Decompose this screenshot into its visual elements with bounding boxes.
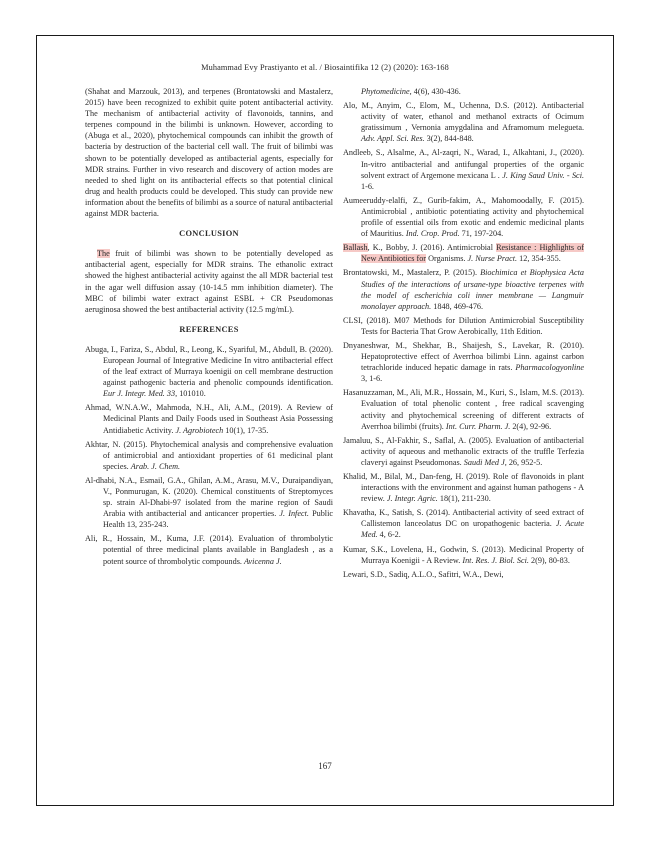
- reference-text: 12, 354-355.: [517, 254, 561, 264]
- reference-text: Khalid, M., Bilal, M., Dan-feng, H. (2019). Role of flavonoids in plant interactions with the environment and against human pathogens - A review.: [343, 472, 584, 504]
- references-heading: REFERENCES: [179, 324, 239, 334]
- reference-journal: J. Infect.: [279, 509, 309, 519]
- reference-journal: Adv. Appl. Sci. Res.: [361, 134, 425, 144]
- reference-text: 26, 952-5.: [506, 457, 543, 467]
- reference-text: 3(2), 844-848.: [424, 134, 474, 144]
- reference-text: Hasanuzzaman, M., Ali, M.R., Hossain, M., Kuri, S., Islam, M.S. (2013). Evaluation of total phenolic content , free radical scavenging activity and phytochemical screening of different extracts of Averrhoa bilimbi (fruits).: [343, 388, 584, 431]
- reference-entry: [85, 475, 333, 530]
- reference-journal: Eur J. Integr. Med. 33: [103, 389, 176, 399]
- reference-text: Kumar, S.K., Lovelena, H., Godwin, S. (2013). Medicinal Property of Murraya Koenigii - A Review.: [343, 544, 584, 565]
- reference-journal: J. Acute Med.: [361, 519, 585, 540]
- reference-journal: Phytomedicine,: [361, 87, 412, 96]
- body-paragraph: (Shahat and Marzouk, 2013), and terpenes (Brontatowski and Mastalerz, 2015) have been recognized to exhibit quite potent antibacterial activity. The mechanism of antibacterial activity of flavonoids, tannins, and terpenes compound in the bilimbi is unknown. However, according to (Abuga et al., 2020), phytochemical compounds can inhibit the growth of bacteria by destruction of the bacterial cell wall. The fruit of bilimbi was shown to be potentially developed as antibacterial agents, especially for MDR strains. Further in vivo research and discovery of action modes are needed to shed light on its antibacterial effects so that potential clinical drug and health products could be developed. This study can provide new information about the benefits of bilimbi as a source of natural antibacterial against MDR bacteria.: [85, 87, 333, 219]
- reference-journal: Ind. Crop. Prod.: [405, 229, 460, 239]
- reference-text: Jamaluu, S., Al-Fakhir, S., Saflal, A. (2005). Evaluation of antibacterial activity of aqueous and methanolic extracts of the truffle Terfezia claveryi against Pseudomonas.: [343, 435, 584, 467]
- references-list-right: [343, 86, 584, 580]
- reference-entry: [343, 507, 584, 540]
- reference-entry: [343, 340, 584, 384]
- left-column: [85, 86, 333, 570]
- reference-journal: Avicenna J.: [243, 556, 282, 566]
- reference-text: , K., Bobby, J. (2016). Antimicrobial: [367, 243, 497, 253]
- reference-text: Alo, M., Anyim, C., Elom, M., Uchenna, D.S. (2012). Antibacterial activity of water, ethanol and methanol extracts of Ocimum gratissimum , Vernonia amygdalina and Aframomum melegueta.: [343, 101, 584, 133]
- document-page: [36, 35, 614, 806]
- reference-text: 1-6.: [361, 181, 374, 191]
- reference-text: Lewari, S.D., Sadiq, A.L.O., Safitri, W.A., Dewi,: [343, 569, 504, 579]
- reference-text: 2(4), 92-96.: [510, 421, 552, 431]
- reference-entry: [343, 387, 584, 431]
- reference-text: Public Health 13, 235-243.: [103, 509, 333, 530]
- conclusion-paragraph: [85, 248, 333, 315]
- page-number: 167: [318, 761, 332, 771]
- reference-text: Ahmad, W.N.A.W., Mahmoda, N.H., Ali, A.M., (2019). A Review of Medicinal Plants and Daily Foods used in Southeast Asia Possessing Antidiabetic Activity.: [85, 403, 333, 435]
- reference-journal: Saudi Med J,: [463, 457, 507, 467]
- reference-entry: [343, 471, 584, 504]
- reference-entry: [343, 267, 584, 311]
- reference-journal: Pharmacologyonline: [515, 363, 584, 373]
- reference-journal: Arab. J. Chem.: [130, 461, 181, 471]
- reference-entry: [343, 195, 584, 239]
- reference-text: Khavatha, K., Satish, S. (2014). Antibacterial activity of seed extract of Callistemon lanceolatus DC on uropathogenic bacteria.: [343, 508, 584, 529]
- reference-text: 18(1), 211-230.: [437, 494, 491, 504]
- reference-text: Ali, R., Hossain, M., Kuma, J.F. (2014). Evaluation of thrombolytic potential of three medicinal plants available in Bangladesh , as a potent source of thrombolytic compounds.: [85, 534, 333, 566]
- reference-entry: [343, 147, 584, 191]
- highlighted-text: Resistance : Highlights of New Antibiotics for: [361, 243, 584, 264]
- reference-text: Aumeeruddy-elalfi, Z., Gurib-fakim, A., Mahomoodally, F. (2015). Antimicrobial , antibiotic potentiating activity and phytochemical profile of essential oils from exotic and endemic medicinal plants of Mauritius.: [343, 195, 584, 239]
- references-list-left: [85, 344, 333, 567]
- reference-journal: J. Nurse Pract.: [467, 254, 518, 264]
- reference-text: , 101010.: [175, 389, 206, 399]
- reference-journal: Int. Curr. Pharm. J.: [445, 421, 511, 431]
- reference-text: Organisms.: [426, 254, 468, 264]
- conclusion-heading: CONCLUSION: [179, 229, 239, 239]
- reference-journal: Biochimica et Biophysica Acta Studies of the interactions of ursane-type bioactive terpenes with the model of escherichia coli inner membrane — Langmuir monolayer approach.: [361, 268, 584, 311]
- reference-text: Akhtar, N. (2015). Phytochemical analysis and comprehensive evaluation of antimicrobial and antioxidant properties of 61 medicinal plant species.: [85, 439, 333, 471]
- reference-text: 4, 6-2.: [377, 530, 401, 540]
- reference-entry: [343, 569, 584, 580]
- right-column: [343, 86, 584, 583]
- reference-text: 10(1), 17-35.: [223, 425, 269, 435]
- reference-entry: [85, 439, 333, 472]
- reference-entry: [85, 344, 333, 399]
- reference-text: 1848, 469-476.: [431, 301, 484, 311]
- reference-journal: J. Agrobiotech: [175, 425, 224, 435]
- reference-entry: [85, 402, 333, 435]
- reference-entry: [343, 100, 584, 144]
- reference-entry: [343, 315, 584, 337]
- reference-journal: J. King Saud Univ. - Sci.: [502, 170, 585, 180]
- reference-entry: [343, 544, 584, 566]
- reference-entry: [85, 533, 333, 566]
- reference-text: 4(6), 430-436.: [411, 87, 461, 96]
- reference-text: Al-dhabi, N.A., Esmail, G.A., Ghilan, A.M., Arasu, M.V., Duraipandiyan, V., Ponmurugan, K. (2020). Chemical constituents of Streptomyces sp. strain Al-Dhabi-97 isolated from the marine region of Saudi Arabia with antibacterial and anticancer properties.: [85, 475, 333, 519]
- reference-entry: [343, 242, 584, 264]
- reference-text: 3, 1-6.: [361, 374, 383, 384]
- running-header: Muhammad Evy Prastiyanto et al. / Biosaintifika 12 (2) (2020): 163-168: [201, 63, 449, 72]
- reference-text: 71, 197-204.: [459, 229, 504, 239]
- reference-entry: [343, 86, 584, 97]
- reference-text: CLSI, (2018). M07 Methods for Dilution Antimicrobial Susceptibility Tests for Bacteria That Grow Aerobically, 11th Edition.: [343, 315, 584, 336]
- reference-entry: [343, 435, 584, 468]
- reference-text: 2(9), 80-83.: [528, 555, 570, 565]
- reference-journal: Int. Res. J. Biol. Sci.: [462, 555, 529, 565]
- highlighted-text: The: [97, 249, 110, 259]
- conclusion-text: fruit of bilimbi was shown to be potentially developed as antibacterial agent, especially for MDR strains. The ethanolic extract showed the highest antibacterial activity against the all MDR bacterial test in the agar well diffusion assay (10-14.5 mm inhibition diameter). The MBC of bilimbi water extract against ESBL + CR Pseudomonas aeruginosa showed the best antibacterial activity (12.5 mg/mL).: [85, 249, 333, 314]
- reference-journal: J. Integr. Agric.: [386, 494, 438, 504]
- reference-text: Dnyaneshwar, M., Shekhar, B., Shaijesh, S., Lavekar, R. (2010). Hepatoprotective effect of Averrhoa bilimbi Linn. against carbon tetrachloride induced hepatic damage in rats.: [343, 340, 584, 373]
- reference-text: Abuga, I., Fariza, S., Abdul, R., Leong, K., Syariful, M., Abdull, B. (2020). European Journal of Integrative Medicine In vitro antibacterial effect of the leaf extract of Murraya koenigii on cell membrane destruction against pathogenic bacteria and phenolic compounds identification.: [85, 344, 333, 388]
- reference-text: Andleeb, S., Alsalme, A., Al-zaqri, N., Warad, I., Alkahtani, J., (2020). In-vitro antibacterial and antifungal properties of the organic solvent extract of Argemone mexicana L .: [343, 148, 584, 180]
- highlighted-text: Ballash: [343, 243, 368, 253]
- reference-text: Brontatowski, M., Mastalerz, P. (2015).: [343, 268, 481, 278]
